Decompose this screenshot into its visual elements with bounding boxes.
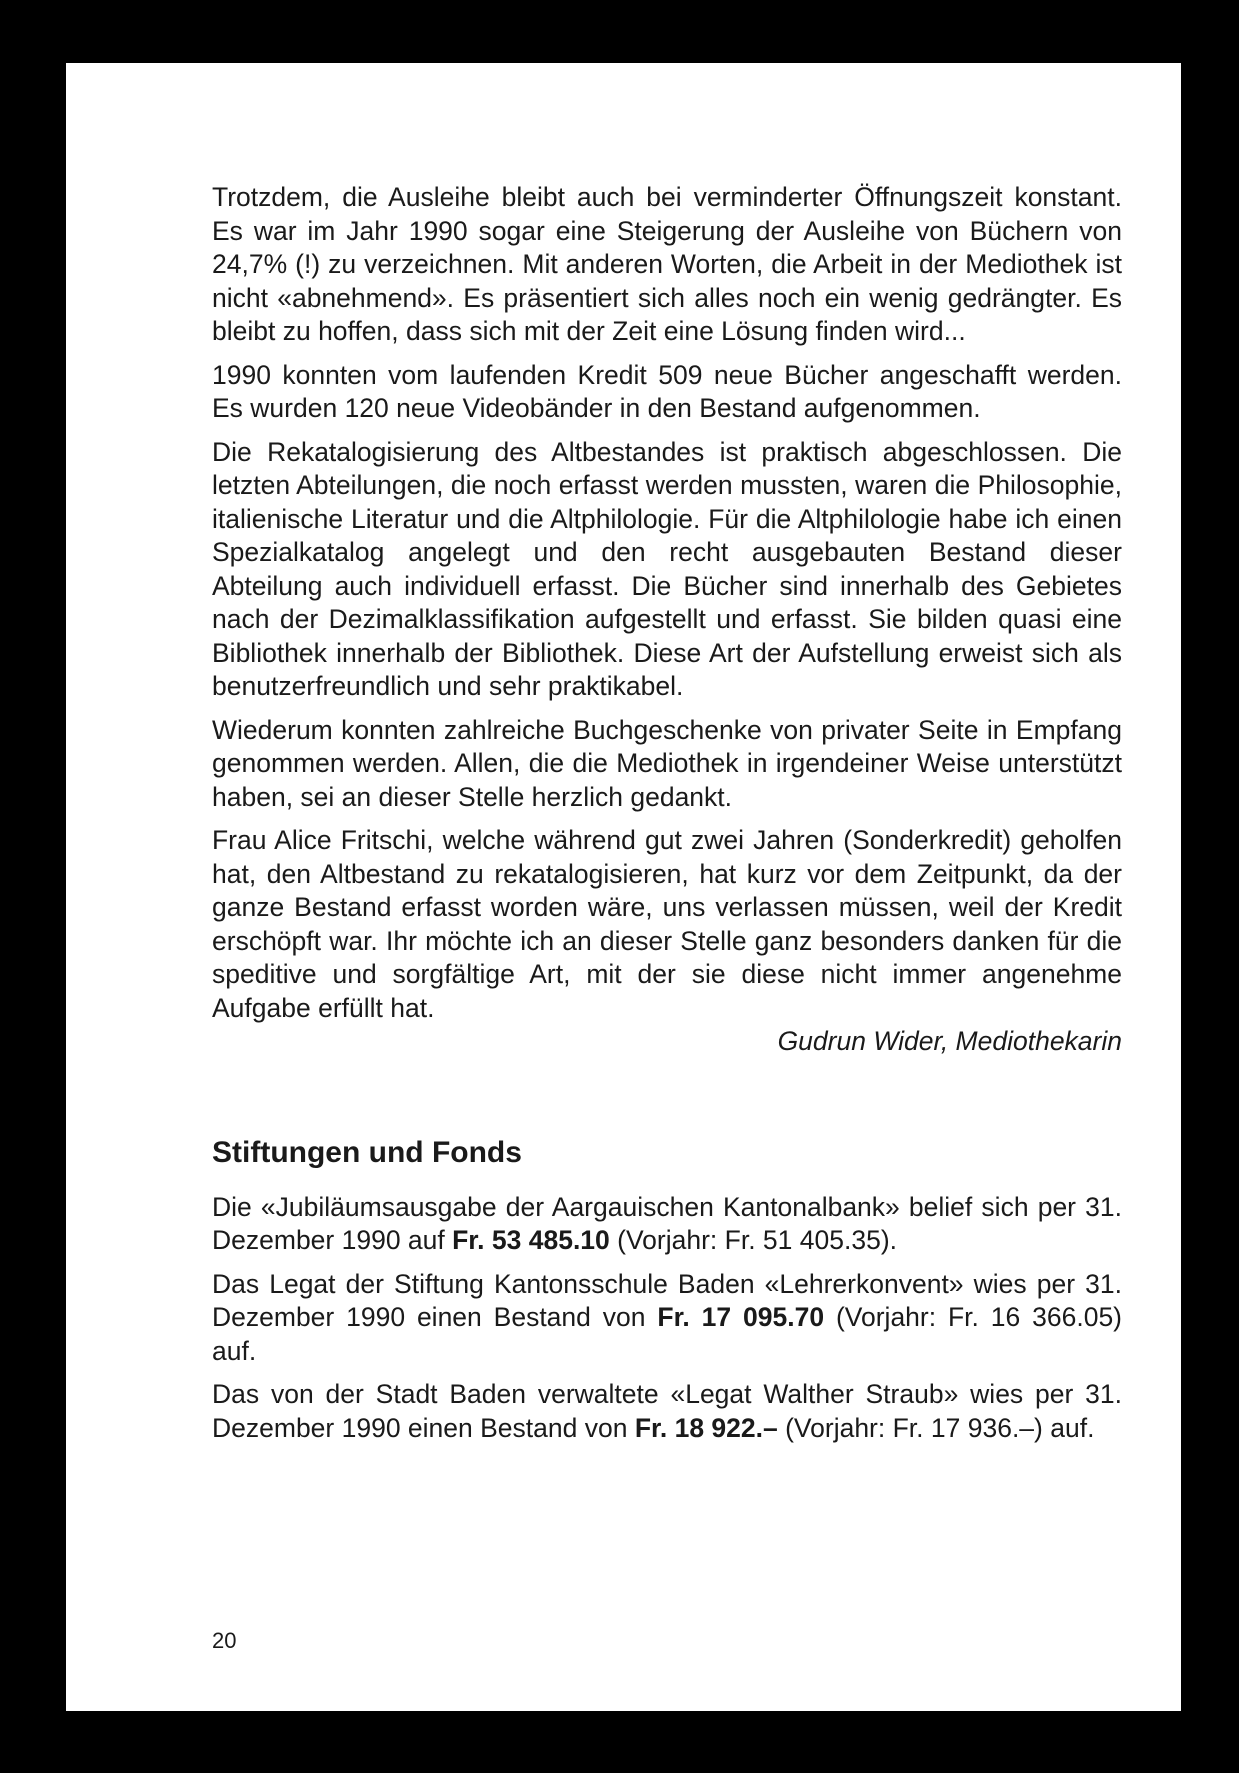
- paragraph-donations: Wiederum konnten zahlreiche Buchgeschenke von privater Seite in Empfang genommen werden. Allen, die die Mediothek in irgendeiner Weise unterstützt haben, sei an dieser Stelle herzlich gedankt.: [212, 714, 1122, 812]
- fund-text-after: (Vorjahr: Fr. 51 405.35).: [609, 1225, 898, 1255]
- document-page: [66, 63, 1181, 1711]
- paragraph-recataloguing: Die Rekatalogisierung des Altbestandes ist praktisch abgeschlossen. Die letzten Abteilungen, die noch erfasst werden mussten, waren die Philosophie, italienische Literatur und die Altphilologie. Für die Altphilologie habe ich einen Spezialkatalog angelegt und den recht ausgebauten Bestand dieser Abteilung auch individuell erfasst. Die Bücher sind innerhalb des Gebietes nach der Dezimalklassifikation aufgestellt und erfasst. Sie bilden quasi eine Bibliothek innerhalb der Bibliothek. Diese Art der Aufstellung erweist sich als benutzerfreundlich und sehr praktikabel.: [212, 436, 1122, 701]
- fund-text-before: Die «Jubiläumsausgabe der Aargauischen Kantonalbank» belief sich per 31. Dezember 1990 auf: [212, 1191, 1122, 1255]
- page-content: [212, 181, 1122, 1455]
- paragraph-acquisitions: 1990 konnten vom laufenden Kredit 509 neue Bücher angeschafft werden. Es wurden 120 neue Videobänder in den Bestand aufgenommen.: [212, 359, 1122, 423]
- fund-amount: Fr. 18 922.–: [634, 1412, 778, 1443]
- signature: Gudrun Wider, Mediothekarin: [777, 1026, 1122, 1056]
- fund-text-before: Das von der Stadt Baden verwaltete «Legat Walther Straub» wies per 31. Dezember 1990 einen Bestand von: [212, 1379, 1122, 1443]
- fund-item: [212, 1268, 1122, 1369]
- page-number: 20: [212, 1628, 237, 1653]
- paragraph-lending: Trotzdem, die Ausleihe bleibt auch bei verminderter Öffnungszeit konstant. Es war im Jahr 1990 sogar eine Steigerung der Ausleihe von Büchern von 24,7% (!) zu verzeichnen. Mit anderen Worten, die Arbeit in der Mediothek ist nicht «abnehmend». Es präsentiert sich alles noch ein wenig gedrängter. Es bleibt zu hoffen, dass sich mit der Zeit eine Lösung finden wird...: [212, 182, 1122, 346]
- fund-amount: Fr. 53 485.10: [452, 1225, 610, 1255]
- fund-text-after: (Vorjahr: Fr. 17 936.–) auf.: [777, 1412, 1095, 1443]
- fund-item: [212, 1378, 1122, 1445]
- paragraph-thanks: Frau Alice Fritschi, welche während gut zwei Jahren (Sonderkredit) geholfen hat, den Altbestand zu rekatalogisieren, hat kurz vor dem Zeitpunkt, da der ganze Bestand erfasst worden wäre, uns verlassen müssen, weil der Kredit erschöpft war. Ihr möchte ich an dieser Stelle ganz besonders danken für die speditive und sorgfältige Art, mit der sie diese nicht immer angenehme Aufgabe erfüllt hat.: [212, 825, 1122, 1023]
- fund-text-after: (Vorjahr: Fr. 16 366.05) auf.: [212, 1302, 1123, 1366]
- fund-item: [212, 1191, 1122, 1258]
- section-heading: Stiftungen und Fonds: [212, 1135, 522, 1169]
- fund-text-before: Das Legat der Stiftung Kantonsschule Baden «Lehrerkonvent» wies per 31. Dezember 1990 einen Bestand von: [212, 1268, 1122, 1332]
- fund-amount: Fr. 17 095.70: [657, 1302, 825, 1332]
